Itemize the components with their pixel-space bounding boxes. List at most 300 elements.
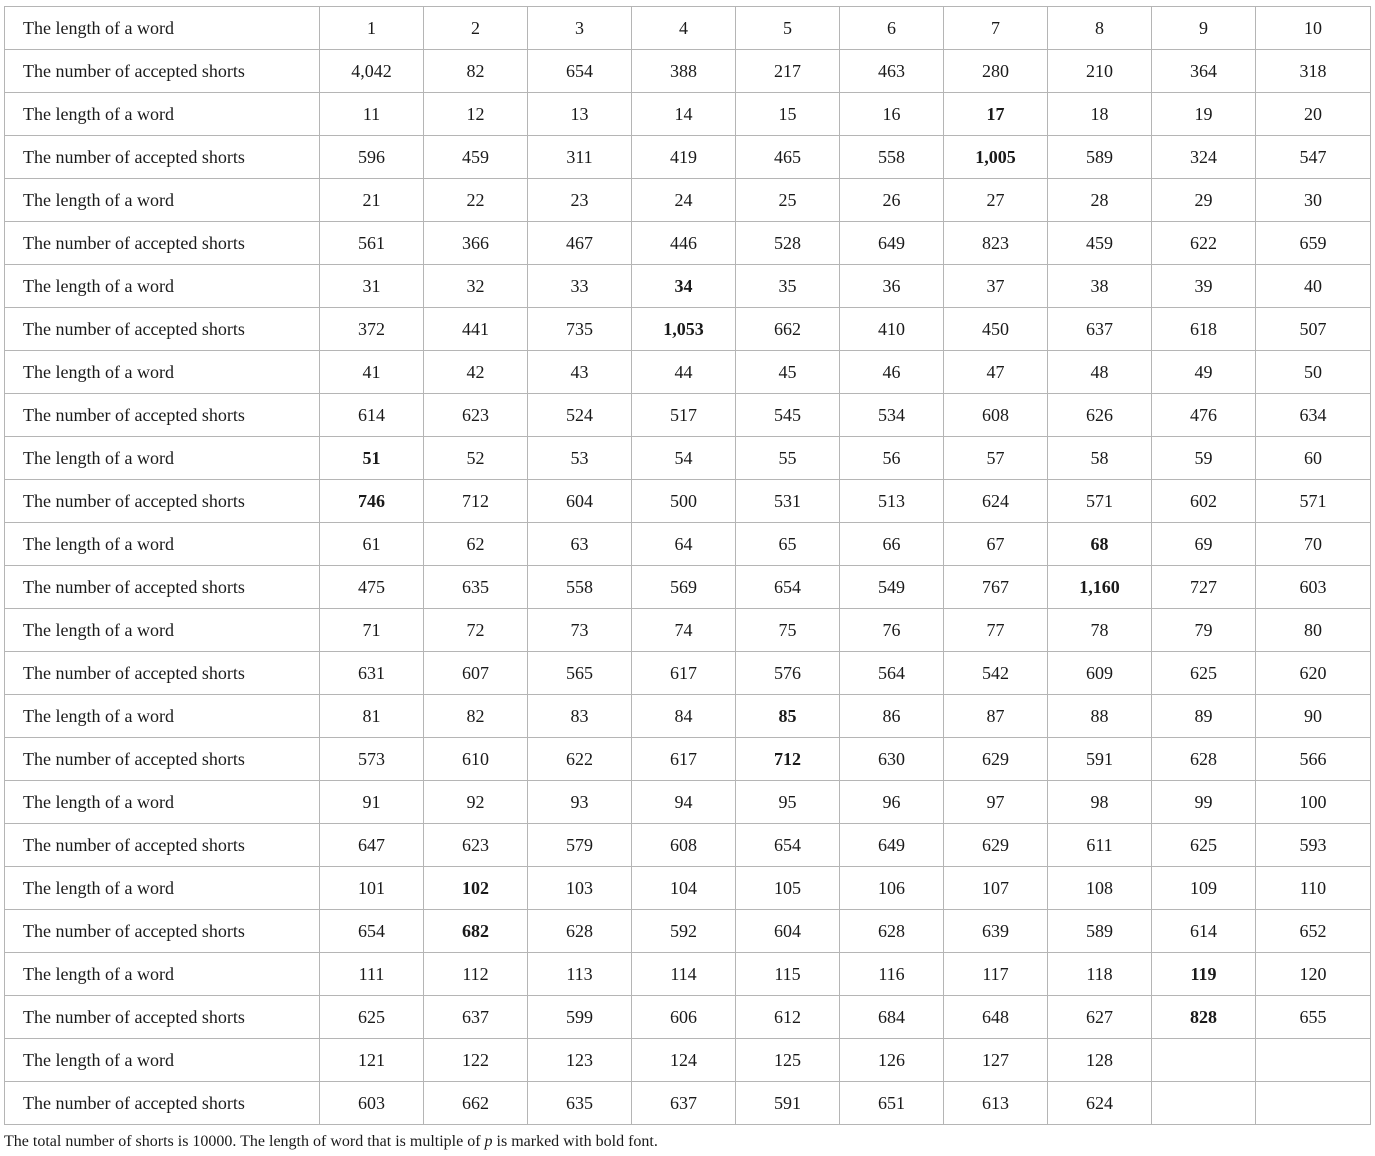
table-cell: 507 xyxy=(1256,308,1371,351)
table-cell: 569 xyxy=(632,566,736,609)
table-cell: 823 xyxy=(944,222,1048,265)
table-cell: 65 xyxy=(736,523,840,566)
table-cell: 64 xyxy=(632,523,736,566)
table-cell: 25 xyxy=(736,179,840,222)
table-cell: 62 xyxy=(424,523,528,566)
table-cell: 41 xyxy=(320,351,424,394)
row-label: The number of accepted shorts xyxy=(5,996,320,1039)
table-cell: 565 xyxy=(528,652,632,695)
table-cell: 29 xyxy=(1152,179,1256,222)
table-cell: 610 xyxy=(424,738,528,781)
table-cell: 459 xyxy=(424,136,528,179)
table-cell: 21 xyxy=(320,179,424,222)
table-cell: 84 xyxy=(632,695,736,738)
row-label: The length of a word xyxy=(5,179,320,222)
table-cell: 116 xyxy=(840,953,944,996)
table-cell: 16 xyxy=(840,93,944,136)
table-cell: 603 xyxy=(320,1082,424,1125)
table-cell: 4,042 xyxy=(320,50,424,93)
table-row xyxy=(5,996,1371,1039)
table-cell: 372 xyxy=(320,308,424,351)
table-cell: 528 xyxy=(736,222,840,265)
table-cell: 2 xyxy=(424,7,528,50)
table-cell: 121 xyxy=(320,1039,424,1082)
table-cell: 69 xyxy=(1152,523,1256,566)
table-cell: 31 xyxy=(320,265,424,308)
table-cell: 72 xyxy=(424,609,528,652)
table-cell: 127 xyxy=(944,1039,1048,1082)
table-cell: 624 xyxy=(944,480,1048,523)
table-cell: 19 xyxy=(1152,93,1256,136)
table-cell: 59 xyxy=(1152,437,1256,480)
table-cell: 649 xyxy=(840,824,944,867)
table-cell: 35 xyxy=(736,265,840,308)
table-cell: 531 xyxy=(736,480,840,523)
table-cell: 96 xyxy=(840,781,944,824)
table-cell: 118 xyxy=(1048,953,1152,996)
table-cell: 475 xyxy=(320,566,424,609)
table-cell: 11 xyxy=(320,93,424,136)
table-cell: 625 xyxy=(1152,824,1256,867)
table-cell: 54 xyxy=(632,437,736,480)
table-cell: 623 xyxy=(424,824,528,867)
table-cell: 607 xyxy=(424,652,528,695)
table-cell: 573 xyxy=(320,738,424,781)
table-row xyxy=(5,308,1371,351)
table-cell: 746 xyxy=(320,480,424,523)
table-cell: 44 xyxy=(632,351,736,394)
table-cell: 626 xyxy=(1048,394,1152,437)
table-cell: 94 xyxy=(632,781,736,824)
table-cell: 419 xyxy=(632,136,736,179)
table-cell: 50 xyxy=(1256,351,1371,394)
table-cell: 604 xyxy=(736,910,840,953)
table-cell: 446 xyxy=(632,222,736,265)
table-cell: 467 xyxy=(528,222,632,265)
table-cell: 71 xyxy=(320,609,424,652)
row-label: The number of accepted shorts xyxy=(5,910,320,953)
table-cell: 547 xyxy=(1256,136,1371,179)
table-cell: 591 xyxy=(736,1082,840,1125)
table-cell: 606 xyxy=(632,996,736,1039)
table-cell: 5 xyxy=(736,7,840,50)
table-cell: 90 xyxy=(1256,695,1371,738)
table-cell: 612 xyxy=(736,996,840,1039)
table-cell: 564 xyxy=(840,652,944,695)
table-cell: 662 xyxy=(736,308,840,351)
table-cell: 635 xyxy=(528,1082,632,1125)
table-cell: 589 xyxy=(1048,910,1152,953)
table-cell: 652 xyxy=(1256,910,1371,953)
table-cell: 26 xyxy=(840,179,944,222)
table-row xyxy=(5,7,1371,50)
table-cell: 622 xyxy=(1152,222,1256,265)
row-label: The number of accepted shorts xyxy=(5,824,320,867)
table-cell: 68 xyxy=(1048,523,1152,566)
table-cell: 38 xyxy=(1048,265,1152,308)
table-cell: 82 xyxy=(424,50,528,93)
table-row xyxy=(5,50,1371,93)
table-cell: 125 xyxy=(736,1039,840,1082)
table-row xyxy=(5,1082,1371,1125)
table-cell: 46 xyxy=(840,351,944,394)
table-cell: 88 xyxy=(1048,695,1152,738)
table-cell: 1 xyxy=(320,7,424,50)
table-cell: 558 xyxy=(840,136,944,179)
table-cell: 124 xyxy=(632,1039,736,1082)
table-cell: 115 xyxy=(736,953,840,996)
row-label: The length of a word xyxy=(5,695,320,738)
table-row xyxy=(5,1039,1371,1082)
table-cell: 10 xyxy=(1256,7,1371,50)
table-cell: 634 xyxy=(1256,394,1371,437)
table-cell: 628 xyxy=(1152,738,1256,781)
table-cell: 56 xyxy=(840,437,944,480)
table-cell: 102 xyxy=(424,867,528,910)
row-label: The length of a word xyxy=(5,953,320,996)
table-cell: 571 xyxy=(1256,480,1371,523)
table-cell: 655 xyxy=(1256,996,1371,1039)
table-cell: 28 xyxy=(1048,179,1152,222)
table-cell: 500 xyxy=(632,480,736,523)
table-cell: 93 xyxy=(528,781,632,824)
table-cell: 39 xyxy=(1152,265,1256,308)
table-cell: 625 xyxy=(1152,652,1256,695)
table-cell: 534 xyxy=(840,394,944,437)
table-cell: 608 xyxy=(944,394,1048,437)
table-body xyxy=(5,7,1371,1125)
table-cell: 611 xyxy=(1048,824,1152,867)
table-cell: 55 xyxy=(736,437,840,480)
table-cell: 101 xyxy=(320,867,424,910)
table-cell: 36 xyxy=(840,265,944,308)
table-cell: 109 xyxy=(1152,867,1256,910)
table-cell: 614 xyxy=(1152,910,1256,953)
table-cell: 83 xyxy=(528,695,632,738)
table-cell: 410 xyxy=(840,308,944,351)
table-cell xyxy=(1256,1082,1371,1125)
table-cell: 37 xyxy=(944,265,1048,308)
table-cell: 73 xyxy=(528,609,632,652)
table-cell: 647 xyxy=(320,824,424,867)
table-cell: 712 xyxy=(736,738,840,781)
table-cell: 47 xyxy=(944,351,1048,394)
table-cell: 18 xyxy=(1048,93,1152,136)
table-cell: 571 xyxy=(1048,480,1152,523)
table-cell: 70 xyxy=(1256,523,1371,566)
table-cell: 40 xyxy=(1256,265,1371,308)
table-cell: 622 xyxy=(528,738,632,781)
table-cell: 67 xyxy=(944,523,1048,566)
row-label: The length of a word xyxy=(5,7,320,50)
table-cell: 735 xyxy=(528,308,632,351)
table-cell: 609 xyxy=(1048,652,1152,695)
table-cell: 364 xyxy=(1152,50,1256,93)
table-cell: 9 xyxy=(1152,7,1256,50)
table-cell: 15 xyxy=(736,93,840,136)
table-cell: 593 xyxy=(1256,824,1371,867)
table-cell: 366 xyxy=(424,222,528,265)
table-cell: 98 xyxy=(1048,781,1152,824)
table-cell: 34 xyxy=(632,265,736,308)
table-cell xyxy=(1152,1082,1256,1125)
table-cell: 78 xyxy=(1048,609,1152,652)
table-cell: 95 xyxy=(736,781,840,824)
table-cell: 637 xyxy=(424,996,528,1039)
table-cell: 13 xyxy=(528,93,632,136)
footnote-text-end: is marked with bold font. xyxy=(492,1133,658,1150)
table-cell: 52 xyxy=(424,437,528,480)
table-cell: 61 xyxy=(320,523,424,566)
table-cell: 77 xyxy=(944,609,1048,652)
table-cell: 60 xyxy=(1256,437,1371,480)
table-cell: 89 xyxy=(1152,695,1256,738)
table-cell: 662 xyxy=(424,1082,528,1125)
row-label: The length of a word xyxy=(5,265,320,308)
row-label: The length of a word xyxy=(5,437,320,480)
table-row xyxy=(5,566,1371,609)
table-cell: 631 xyxy=(320,652,424,695)
table-cell: 311 xyxy=(528,136,632,179)
table-cell: 210 xyxy=(1048,50,1152,93)
table-cell: 545 xyxy=(736,394,840,437)
row-label: The length of a word xyxy=(5,781,320,824)
table-cell: 637 xyxy=(632,1082,736,1125)
table-cell: 76 xyxy=(840,609,944,652)
table-cell: 80 xyxy=(1256,609,1371,652)
table-cell: 651 xyxy=(840,1082,944,1125)
table-cell: 58 xyxy=(1048,437,1152,480)
table-cell: 566 xyxy=(1256,738,1371,781)
table-cell: 7 xyxy=(944,7,1048,50)
table-cell: 614 xyxy=(320,394,424,437)
table-cell: 103 xyxy=(528,867,632,910)
table-cell: 558 xyxy=(528,566,632,609)
table-cell: 3 xyxy=(528,7,632,50)
table-cell: 318 xyxy=(1256,50,1371,93)
row-label: The number of accepted shorts xyxy=(5,50,320,93)
table-cell: 112 xyxy=(424,953,528,996)
table-cell: 388 xyxy=(632,50,736,93)
table-cell: 128 xyxy=(1048,1039,1152,1082)
table-cell: 8 xyxy=(1048,7,1152,50)
row-label: The number of accepted shorts xyxy=(5,136,320,179)
table-cell: 517 xyxy=(632,394,736,437)
table-cell: 659 xyxy=(1256,222,1371,265)
table-cell: 441 xyxy=(424,308,528,351)
table-row xyxy=(5,93,1371,136)
table-cell: 613 xyxy=(944,1082,1048,1125)
table-cell: 30 xyxy=(1256,179,1371,222)
table-cell: 12 xyxy=(424,93,528,136)
table-cell: 637 xyxy=(1048,308,1152,351)
table-cell: 45 xyxy=(736,351,840,394)
table-cell: 23 xyxy=(528,179,632,222)
table-cell: 604 xyxy=(528,480,632,523)
table-cell xyxy=(1256,1039,1371,1082)
table-cell: 53 xyxy=(528,437,632,480)
table-row xyxy=(5,523,1371,566)
table-row xyxy=(5,394,1371,437)
table-cell: 649 xyxy=(840,222,944,265)
table-row xyxy=(5,265,1371,308)
table-cell: 32 xyxy=(424,265,528,308)
table-cell: 49 xyxy=(1152,351,1256,394)
table-cell: 654 xyxy=(736,566,840,609)
table-cell: 324 xyxy=(1152,136,1256,179)
table-cell: 123 xyxy=(528,1039,632,1082)
table-cell: 14 xyxy=(632,93,736,136)
table-cell: 767 xyxy=(944,566,1048,609)
table-cell: 635 xyxy=(424,566,528,609)
row-label: The number of accepted shorts xyxy=(5,738,320,781)
table-cell: 99 xyxy=(1152,781,1256,824)
row-label: The number of accepted shorts xyxy=(5,222,320,265)
table-cell: 33 xyxy=(528,265,632,308)
table-cell: 465 xyxy=(736,136,840,179)
table-cell: 591 xyxy=(1048,738,1152,781)
table-cell: 17 xyxy=(944,93,1048,136)
table-cell: 63 xyxy=(528,523,632,566)
table-cell: 43 xyxy=(528,351,632,394)
table-cell: 110 xyxy=(1256,867,1371,910)
table-cell: 66 xyxy=(840,523,944,566)
table-cell: 576 xyxy=(736,652,840,695)
table-cell: 48 xyxy=(1048,351,1152,394)
table-row xyxy=(5,179,1371,222)
row-label: The length of a word xyxy=(5,351,320,394)
footnote-text-start: The total number of shorts is 10000. The length of word that is multiple of xyxy=(4,1133,485,1150)
table-row xyxy=(5,695,1371,738)
table-row xyxy=(5,953,1371,996)
table-row xyxy=(5,824,1371,867)
table-cell: 629 xyxy=(944,738,1048,781)
table-cell: 617 xyxy=(632,652,736,695)
table-cell: 654 xyxy=(320,910,424,953)
table-cell: 648 xyxy=(944,996,1048,1039)
table-cell: 682 xyxy=(424,910,528,953)
table-cell: 6 xyxy=(840,7,944,50)
table-row xyxy=(5,480,1371,523)
table-cell: 217 xyxy=(736,50,840,93)
table-row xyxy=(5,222,1371,265)
table-cell: 450 xyxy=(944,308,1048,351)
row-label: The length of a word xyxy=(5,867,320,910)
table-cell: 628 xyxy=(528,910,632,953)
table-cell: 57 xyxy=(944,437,1048,480)
table-cell: 74 xyxy=(632,609,736,652)
table-cell: 111 xyxy=(320,953,424,996)
table-cell: 27 xyxy=(944,179,1048,222)
table-row xyxy=(5,437,1371,480)
row-label: The number of accepted shorts xyxy=(5,652,320,695)
table-cell: 24 xyxy=(632,179,736,222)
table-cell: 603 xyxy=(1256,566,1371,609)
row-label: The number of accepted shorts xyxy=(5,394,320,437)
table-cell: 602 xyxy=(1152,480,1256,523)
row-label: The number of accepted shorts xyxy=(5,308,320,351)
table-cell: 608 xyxy=(632,824,736,867)
table-cell: 97 xyxy=(944,781,1048,824)
table-cell: 117 xyxy=(944,953,1048,996)
table-row xyxy=(5,351,1371,394)
table-cell: 463 xyxy=(840,50,944,93)
table-cell: 712 xyxy=(424,480,528,523)
table-cell: 108 xyxy=(1048,867,1152,910)
table-cell: 625 xyxy=(320,996,424,1039)
table-cell: 1,053 xyxy=(632,308,736,351)
table-cell: 630 xyxy=(840,738,944,781)
table-cell: 579 xyxy=(528,824,632,867)
table-cell: 120 xyxy=(1256,953,1371,996)
table-row xyxy=(5,652,1371,695)
table-row xyxy=(5,738,1371,781)
table-cell: 628 xyxy=(840,910,944,953)
table-cell: 620 xyxy=(1256,652,1371,695)
table-cell: 107 xyxy=(944,867,1048,910)
table-cell: 119 xyxy=(1152,953,1256,996)
table-cell: 126 xyxy=(840,1039,944,1082)
table-cell xyxy=(1152,1039,1256,1082)
table-row xyxy=(5,136,1371,179)
table-cell: 280 xyxy=(944,50,1048,93)
table-cell: 122 xyxy=(424,1039,528,1082)
row-label: The number of accepted shorts xyxy=(5,566,320,609)
word-length-table xyxy=(4,6,1371,1125)
table-cell: 113 xyxy=(528,953,632,996)
table-cell: 92 xyxy=(424,781,528,824)
table-cell: 51 xyxy=(320,437,424,480)
table-container xyxy=(4,6,1370,1151)
table-row xyxy=(5,910,1371,953)
table-cell: 561 xyxy=(320,222,424,265)
table-cell: 105 xyxy=(736,867,840,910)
table-cell: 727 xyxy=(1152,566,1256,609)
table-cell: 828 xyxy=(1152,996,1256,1039)
table-row xyxy=(5,867,1371,910)
table-cell: 75 xyxy=(736,609,840,652)
table-cell: 524 xyxy=(528,394,632,437)
table-cell: 592 xyxy=(632,910,736,953)
table-cell: 100 xyxy=(1256,781,1371,824)
table-cell: 617 xyxy=(632,738,736,781)
table-row xyxy=(5,609,1371,652)
table-cell: 629 xyxy=(944,824,1048,867)
table-cell: 639 xyxy=(944,910,1048,953)
table-cell: 627 xyxy=(1048,996,1152,1039)
table-cell: 79 xyxy=(1152,609,1256,652)
table-footnote xyxy=(4,1133,1370,1151)
table-cell: 684 xyxy=(840,996,944,1039)
table-cell: 81 xyxy=(320,695,424,738)
table-cell: 86 xyxy=(840,695,944,738)
table-cell: 4 xyxy=(632,7,736,50)
table-cell: 91 xyxy=(320,781,424,824)
table-cell: 513 xyxy=(840,480,944,523)
table-cell: 542 xyxy=(944,652,1048,695)
row-label: The number of accepted shorts xyxy=(5,480,320,523)
table-cell: 596 xyxy=(320,136,424,179)
table-cell: 20 xyxy=(1256,93,1371,136)
table-cell: 82 xyxy=(424,695,528,738)
table-cell: 618 xyxy=(1152,308,1256,351)
footnote-variable: p xyxy=(484,1133,493,1150)
table-row xyxy=(5,781,1371,824)
table-cell: 654 xyxy=(528,50,632,93)
table-cell: 599 xyxy=(528,996,632,1039)
table-cell: 624 xyxy=(1048,1082,1152,1125)
table-cell: 1,160 xyxy=(1048,566,1152,609)
